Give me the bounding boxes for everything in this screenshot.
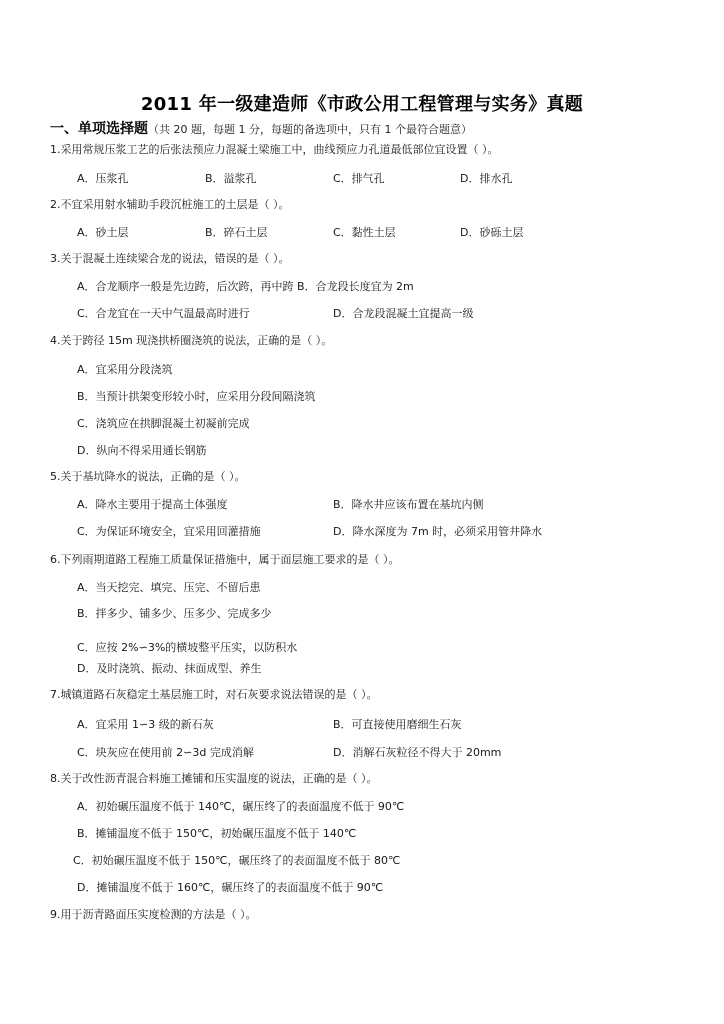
q4-option-d: D．纵向不得采用通长钢筋 xyxy=(77,444,207,457)
q5-option-a: A．降水主要用于提高土体强度 xyxy=(77,498,228,511)
q6-option-b: B．拌多少、铺多少、压多少、完成多少 xyxy=(77,607,272,620)
q4-option-b: B．当预计拱架变形较小时，应采用分段间隔浇筑 xyxy=(77,390,316,403)
q7-option-c: C．块灰应在使用前 2∽3d 完成消解 xyxy=(77,746,254,759)
q8-option-c: C．初始碾压温度不低于 150℃，碾压终了的表面温度不低于 80℃ xyxy=(73,854,401,867)
q6-option-d: D．及时浇筑、振动、抹面成型、养生 xyxy=(77,662,262,675)
q3-option-c: C．合龙宜在一天中气温最高时进行 xyxy=(77,307,250,320)
q1-option-b: B．溢浆孔 xyxy=(205,172,257,185)
section-note: （共 20 题，每题 1 分，每题的备选项中，只有 1 个最符合题意） xyxy=(148,123,472,136)
question-stem-2: 2.不宜采用射水辅助手段沉桩施工的土层是（ ）。 xyxy=(50,198,290,211)
question-stem-5: 5.关于基坑降水的说法，正确的是（ ）。 xyxy=(50,470,246,483)
q6-option-a: A．当天挖完、填完、压完、不留后患 xyxy=(77,581,261,594)
q4-option-c: C．浇筑应在拱脚混凝土初凝前完成 xyxy=(77,417,250,430)
q5-option-c: C．为保证环境安全，宜采用回灌措施 xyxy=(77,525,261,538)
question-stem-8: 8.关于改性沥青混合料施工摊铺和压实温度的说法，正确的是（ ）。 xyxy=(50,772,378,785)
q8-option-b: B．摊铺温度不低于 150℃，初始碾压温度不低于 140℃ xyxy=(77,827,357,840)
q2-option-d: D．砂砾土层 xyxy=(460,226,524,239)
q8-option-d: D．摊铺温度不低于 160℃，碾压终了的表面温度不低于 90℃ xyxy=(77,881,384,894)
question-stem-1: 1.采用常规压浆工艺的后张法预应力混凝土梁施工中，曲线预应力孔道最低部位宜设置（ ）。 xyxy=(50,143,499,156)
question-stem-4: 4.关于跨径 15m 现浇拱桥圈浇筑的说法，正确的是（ ）。 xyxy=(50,334,333,347)
section-heading-label: 一、单项选择题 xyxy=(50,121,148,137)
document-title: 2011 年一级建造师《市政公用工程管理与实务》真题 xyxy=(140,94,584,115)
q3-option-d: D．合龙段混凝土宜提高一级 xyxy=(333,307,474,320)
question-stem-9: 9.用于沥青路面压实度检测的方法是（ ）。 xyxy=(50,908,257,921)
q3-option-ab: A．合龙顺序一般是先边跨，后次跨，再中跨 B．合龙段长度宜为 2m xyxy=(77,280,414,293)
q5-option-d: D．降水深度为 7m 时，必须采用管井降水 xyxy=(333,525,543,538)
q2-option-a: A．砂土层 xyxy=(77,226,129,239)
question-stem-7: 7.城镇道路石灰稳定土基层施工时，对石灰要求说法错误的是（ ）。 xyxy=(50,688,378,701)
q7-option-a: A．宜采用 1∽3 级的新石灰 xyxy=(77,718,214,731)
q1-option-d: D．排水孔 xyxy=(460,172,513,185)
q6-option-c: C．应按 2%∽3%的横坡整平压实，以防积水 xyxy=(77,641,298,654)
q1-option-a: A．压浆孔 xyxy=(77,172,129,185)
q2-option-b: B．碎石土层 xyxy=(205,226,268,239)
q2-option-c: C．黏性土层 xyxy=(333,226,396,239)
q5-option-b: B．降水井应该布置在基坑内侧 xyxy=(333,498,484,511)
question-stem-3: 3.关于混凝土连续梁合龙的说法，错误的是（ ）。 xyxy=(50,252,290,265)
q7-option-d: D．消解石灰粒径不得大于 20mm xyxy=(333,746,502,759)
q8-option-a: A．初始碾压温度不低于 140℃，碾压终了的表面温度不低于 90℃ xyxy=(77,800,405,813)
q1-option-c: C．排气孔 xyxy=(333,172,385,185)
q4-option-a: A．宜采用分段浇筑 xyxy=(77,363,173,376)
question-stem-6: 6.下列雨期道路工程施工质量保证措施中，属于面层施工要求的是（ ）。 xyxy=(50,553,400,566)
section-heading xyxy=(50,118,472,138)
q7-option-b: B．可直接使用磨细生石灰 xyxy=(333,718,462,731)
